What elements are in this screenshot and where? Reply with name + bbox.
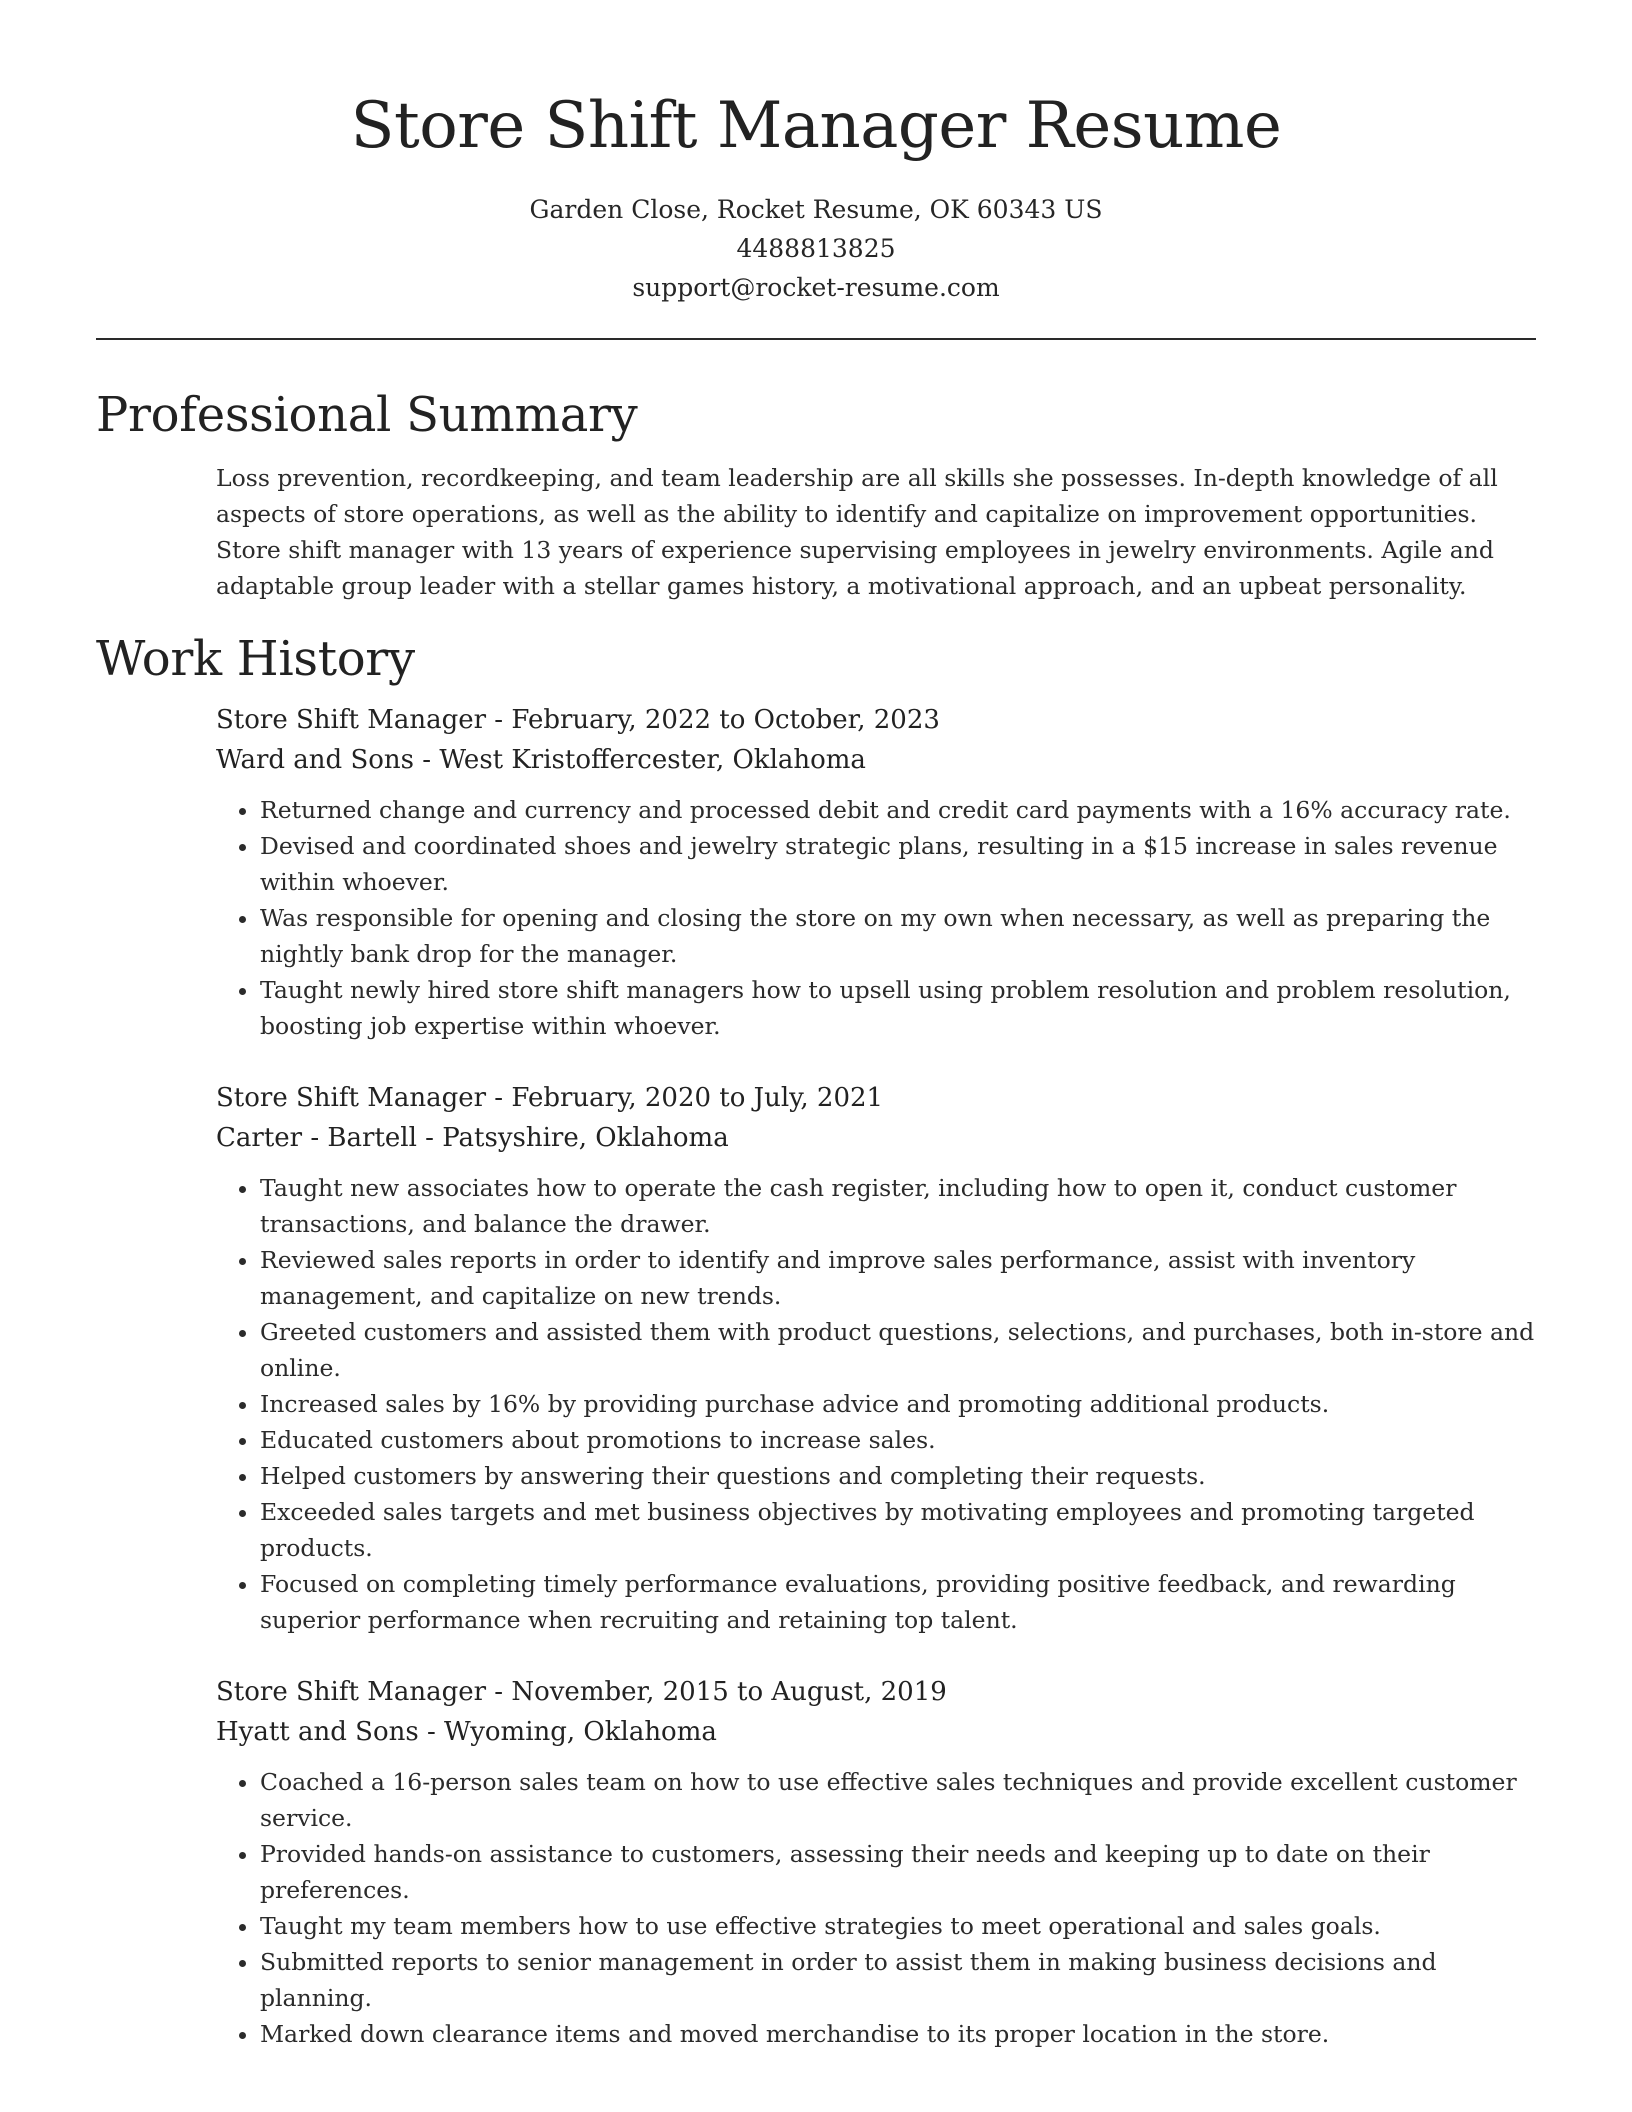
- job-company: Carter - Bartell - Patsyshire, Oklahoma: [216, 1123, 729, 1153]
- summary-text: Loss prevention, recordkeeping, and team leadership are all skills she possesses. In-depth knowledge of all aspects of store operations, as well as the ability to identify and capitalize on improvement opportunities. Store shift manager with 13 years of experience supervising employees in jewelry environments. Agile and adaptable group leader with a stellar games history, a motivational approach, and an upbeat personality.: [216, 464, 1498, 600]
- job-bullet: • Greeted customers and assisted them with product questions, selections, and purchases, both in-store and online.: [260, 1314, 1536, 1386]
- job-bullets: [216, 1764, 1536, 2052]
- job-bullet: • Taught newly hired store shift managers how to upsell using problem resolution and problem resolution, boosting job expertise within whoever.: [260, 972, 1536, 1044]
- job-entry: [216, 1078, 1536, 1638]
- job-bullet: • Marked down clearance items and moved merchandise to its proper location in the store.: [260, 2016, 1536, 2052]
- contact-phone: 4488813825: [736, 234, 896, 263]
- job-company: Ward and Sons - West Kristoffercester, Oklahoma: [216, 745, 866, 775]
- job-heading: Store Shift Manager - November, 2015 to August, 2019: [216, 1677, 947, 1707]
- job-bullets: [216, 792, 1536, 1044]
- job-bullet: • Increased sales by 16% by providing purchase advice and promoting additional products.: [260, 1386, 1536, 1422]
- job-entry: [216, 1672, 1536, 2052]
- job-heading: Store Shift Manager - February, 2022 to October, 2023: [216, 705, 940, 735]
- resume-title: Store Shift Manager Resume: [350, 89, 1282, 163]
- job-bullet: • Was responsible for opening and closing the store on my own when necessary, as well as preparing the nightly bank drop for the manager.: [260, 900, 1536, 972]
- job-bullet: • Helped customers by answering their questions and completing their requests.: [260, 1458, 1536, 1494]
- job-entry: [216, 700, 1536, 1044]
- job-bullet: • Reviewed sales reports in order to identify and improve sales performance, assist with inventory management, and capitalize on new trends.: [260, 1242, 1536, 1314]
- work-history-heading: Work History: [96, 631, 415, 687]
- job-bullet: • Coached a 16-person sales team on how to use effective sales techniques and provide excellent customer service.: [260, 1764, 1536, 1836]
- job-bullet: • Focused on completing timely performance evaluations, providing positive feedback, and rewarding superior performance when recruiting and retaining top talent.: [260, 1566, 1536, 1638]
- job-bullet: • Provided hands-on assistance to customers, assessing their needs and keeping up to date on their preferences.: [260, 1836, 1536, 1908]
- header-divider: [96, 338, 1536, 340]
- job-bullets: [216, 1170, 1536, 1638]
- job-bullet: • Taught my team members how to use effective strategies to meet operational and sales goals.: [260, 1908, 1536, 1944]
- job-company: Hyatt and Sons - Wyoming, Oklahoma: [216, 1717, 717, 1747]
- job-bullet: • Taught new associates how to operate the cash register, including how to open it, conduct customer transactions, and balance the drawer.: [260, 1170, 1536, 1242]
- job-bullet: • Submitted reports to senior management in order to assist them in making business decisions and planning.: [260, 1944, 1536, 2016]
- contact-email: support@rocket-resume.com: [632, 273, 1000, 302]
- job-bullet: • Devised and coordinated shoes and jewelry strategic plans, resulting in a $15 increase in sales revenue within whoever.: [260, 828, 1536, 900]
- resume-page: [96, 0, 1536, 2052]
- summary-heading: Professional Summary: [96, 387, 638, 443]
- contact-address: Garden Close, Rocket Resume, OK 60343 US: [529, 195, 1103, 224]
- job-bullet: • Educated customers about promotions to increase sales.: [260, 1422, 1536, 1458]
- job-heading: Store Shift Manager - February, 2020 to July, 2021: [216, 1083, 884, 1113]
- contact-block: [96, 190, 1536, 307]
- job-bullet: • Returned change and currency and processed debit and credit card payments with a 16% accuracy rate.: [260, 792, 1536, 828]
- job-bullet: • Exceeded sales targets and met business objectives by motivating employees and promoting targeted products.: [260, 1494, 1536, 1566]
